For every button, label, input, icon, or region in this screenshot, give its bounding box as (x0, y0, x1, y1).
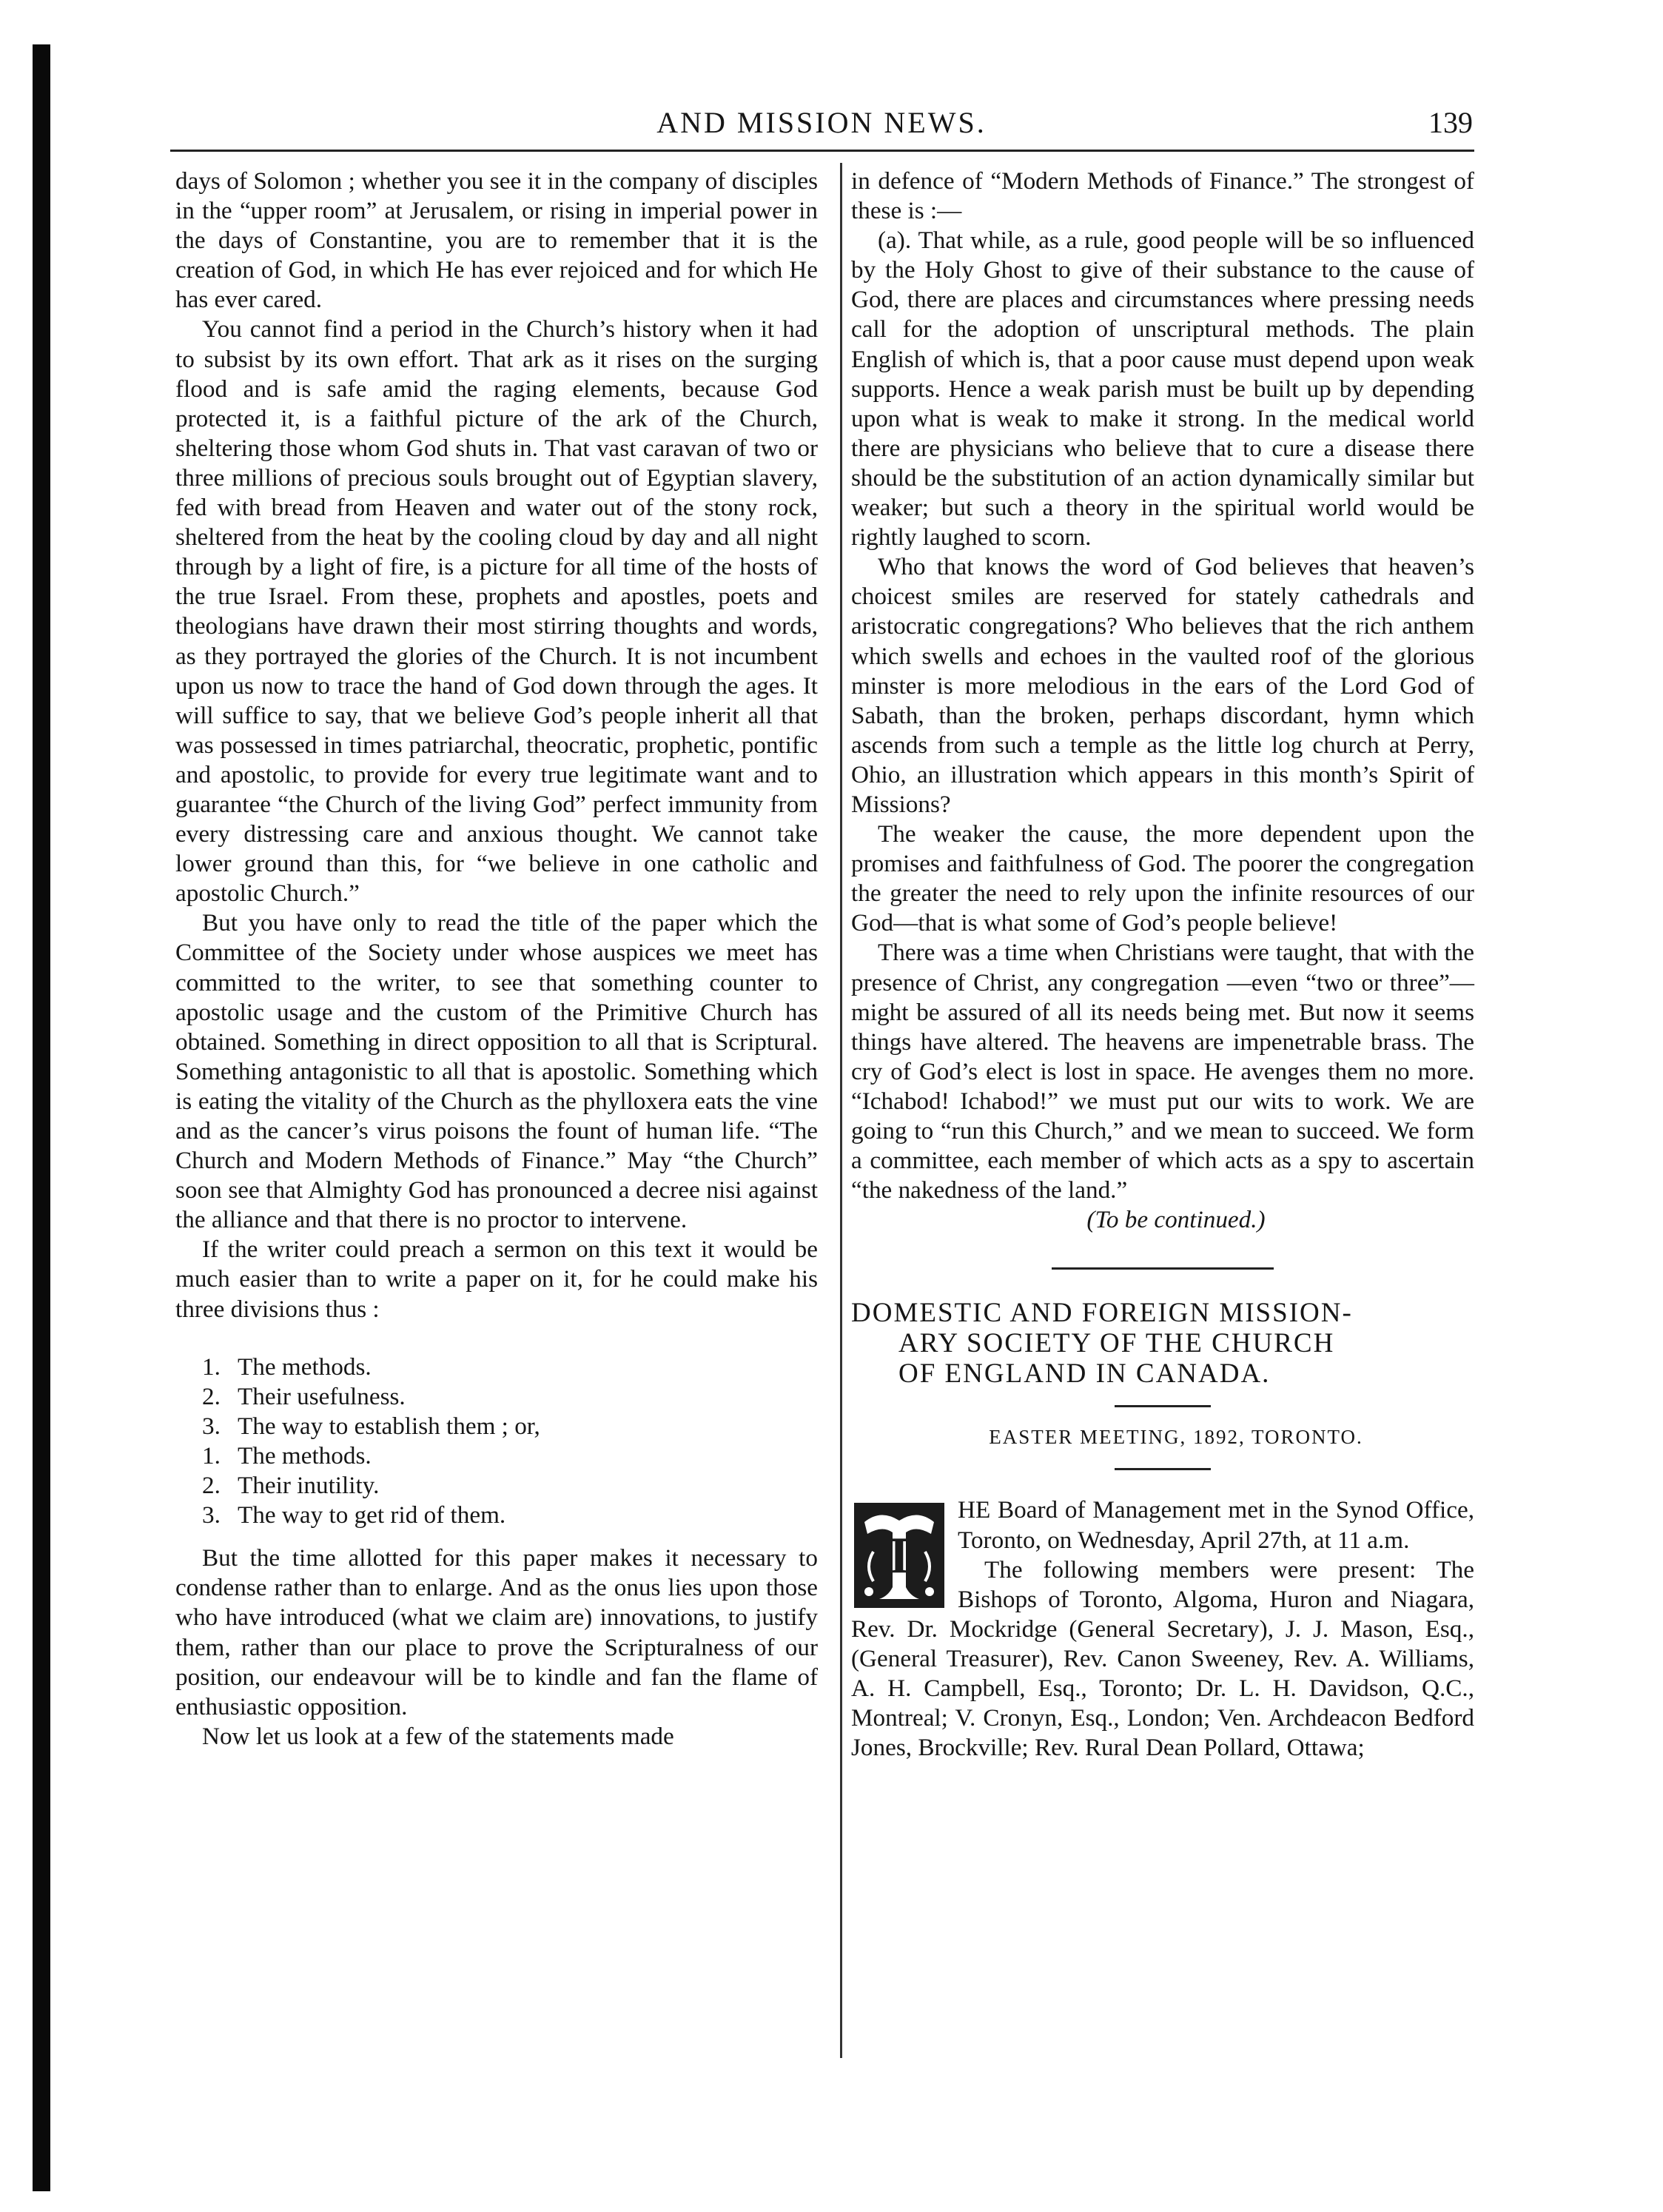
paragraph: The weaker the cause, the more dependent upon the promises and faithfulness of God. The poorer the congregation the greater the need to rely upon the infinite resources of our God—that is what some of God’s people believe! (851, 820, 1474, 937)
list-item: 3. The way to establish them ; or, (202, 1412, 540, 1440)
svg-text:T: T (881, 1527, 917, 1585)
list-item: 1. The methods. (202, 1353, 372, 1381)
paragraph: Who that knows the word of God believes that heaven’s choicest smiles are reserved for stately cathedrals and aristocratic congregations? Who believes that the rich anthem which swells and echoes in the vaulted roof of the glorious minster is more melodious in the ears of the Lord God of Sabath, than the broken, perhaps discordant, hymn which ascends from such a temple as the little log church at Perry, Ohio, an illustration which appears in this month’s Spirit of Missions? (851, 553, 1474, 818)
section-heading-line: ARY SOCIETY OF THE CHURCH (898, 1328, 1335, 1359)
paragraph: Now let us look at a few of the statements made (202, 1722, 674, 1750)
meeting-subheading: EASTER MEETING, 1892, TORONTO. (989, 1426, 1363, 1449)
paragraph: days of Solomon ; whether you see it in the company of disciples in the “upper room” at Jerusalem, or rising in imperial power in the days of Constantine, you are to remember that it is the creation of God, in which He has ever rejoiced and for which He has ever cared. (175, 167, 818, 314)
members-present: The following members were present: The Bishops of Toronto, Algoma, Huron and Niagara, Rev. Dr. Mockridge (General Secretary), J. J. Mason, Esq., (General Treasurer), Rev. Canon Sweeney, Rev. A. Williams, A. H. Campbell, Esq., Toronto; Dr. L. H. Davidson, Q.C., Montreal; V. Cronyn, Esq., London; Ven. Archdeacon Bedford Jones, Brockville; Rev. Rural Dean Pollard, Ottawa; (851, 1555, 1474, 1762)
sermon-divisions-list (175, 1353, 818, 1531)
list-item: 2. Their usefulness. (202, 1382, 406, 1410)
section-rule (1052, 1267, 1274, 1270)
subheading-rule (1115, 1468, 1211, 1470)
paragraph: in defence of “Modern Methods of Finance.” The strongest of these is :— (851, 167, 1474, 225)
section-heading-line: OF ENGLAND IN CANADA. (898, 1358, 1271, 1390)
paragraph: But the time allotted for this paper makes it necessary to condense rather than to enlarge. And as the onus lies upon those who have introduced (what we claim are) innovations, to justify them, rather than our place to prove the Scripturalness of our position, our endeavour will be to kindle and fan the flame of enthusiastic opposition. (175, 1544, 818, 1720)
paragraph: If the writer could preach a sermon on this text it would be much easier than to write a paper on it, for he could make his three divisions thus : (175, 1236, 818, 1323)
page-binding-edge (33, 44, 50, 2191)
list-item: 3. The way to get rid of them. (202, 1501, 506, 1529)
left-column (175, 167, 818, 1752)
meeting-report (851, 1495, 1474, 1763)
column-divider (840, 163, 842, 2058)
paragraph: There was a time when Christians were taught, that with the presence of Christ, any congregation —even “two or three”—might be assured of all its needs being met. But now it seems things have altered. The heavens are impenetrable brass. The cry of God’s elect is lost in space. He avenges them no more. “Ichabod! Ichabod!” we must put our wits to work. We are going to “run this Church,” and we mean to succeed. We form a committee, each member of which acts as a spy to ascertain “the nakedness of the land.” (851, 939, 1474, 1204)
running-title: AND MISSION NEWS. (656, 106, 987, 139)
paragraph: (a). That while, as a rule, good people will be so influenced by the Holy Ghost to give of their substance to the cause of God, there are places and circumstances where pressing needs call for the adoption of unscriptural methods. The plain English of which is, that a poor cause must depend upon weak supports. Hence a weak parish must be built up by depending upon what is weak to make it strong. In the medical world there are physicians who believe that to cure a disease there should be the substitution of an action dynamically similar but weaker; but such a theory in the spiritual world would be rightly laughed to scorn. (851, 227, 1474, 552)
right-column (851, 167, 1474, 1763)
page-number: 139 (1428, 106, 1473, 139)
to-be-continued: (To be continued.) (1086, 1206, 1266, 1234)
header-rule (170, 150, 1474, 152)
paragraph: You cannot find a period in the Church’s history when it had to subsist by its own effort. That ark as it rises on the surging flood and is safe amid the raging elements, because God protected it, is a faithful picture of the ark of the Church, sheltering those whom God shuts in. That vast caravan of two or three millions of precious souls brought out of Egyptian slavery, fed with bread from Heaven and water out of the stony rock, sheltered from the heat by the cooling cloud by day and all night through by a light of fire, is a picture for all time of the hosts of the true Israel. From these, prophets and apostles, poets and theologians have drawn their most stirring thoughts and words, as they portrayed the glories of the Church. It is not incumbent upon us now to trace the hand of God down through the ages. It will suffice to say, that we believe God’s people inherit all that was possessed in times patriarchal, theocratic, prophetic, pontific and apostolic, to provide for every true legitimate want and to guarantee “the Church of the living God” perfect immunity from every distressing care and anxious thought. We cannot take lower ground than this, for “we believe in one catholic and apostolic Church.” (175, 315, 818, 908)
meeting-intro: HE Board of Management met in the Synod Office, Toronto, on Wednesday, April 27th, at 11 a.m. (958, 1496, 1474, 1554)
list-item: 1. The methods. (202, 1441, 372, 1469)
decorative-drop-cap-icon (851, 1500, 947, 1611)
paragraph: But you have only to read the title of the paper which the Committee of the Society under whose auspices we meet has committed to the writer, to see that something counter to apostolic usage and the custom of the Primitive Church has obtained. Something in direct opposition to all that is Scriptural. Something antagonistic to all that is apostolic. Something which is eating the vitality of the Church as the phylloxera eats the vine and as the cancer’s virus poisons the fount of human life. “The Church and Modern Methods of Finance.” May “the Church” soon see that Almighty God has pronounced a decree nisi against the alliance and that there is no proctor to intervene. (175, 909, 818, 1234)
heading-rule (1115, 1405, 1211, 1407)
section-heading (851, 1298, 1474, 1389)
running-header (170, 105, 1473, 150)
section-heading-line: DOMESTIC AND FOREIGN MISSION- (851, 1298, 1353, 1329)
list-item: 2. Their inutility. (202, 1472, 380, 1500)
